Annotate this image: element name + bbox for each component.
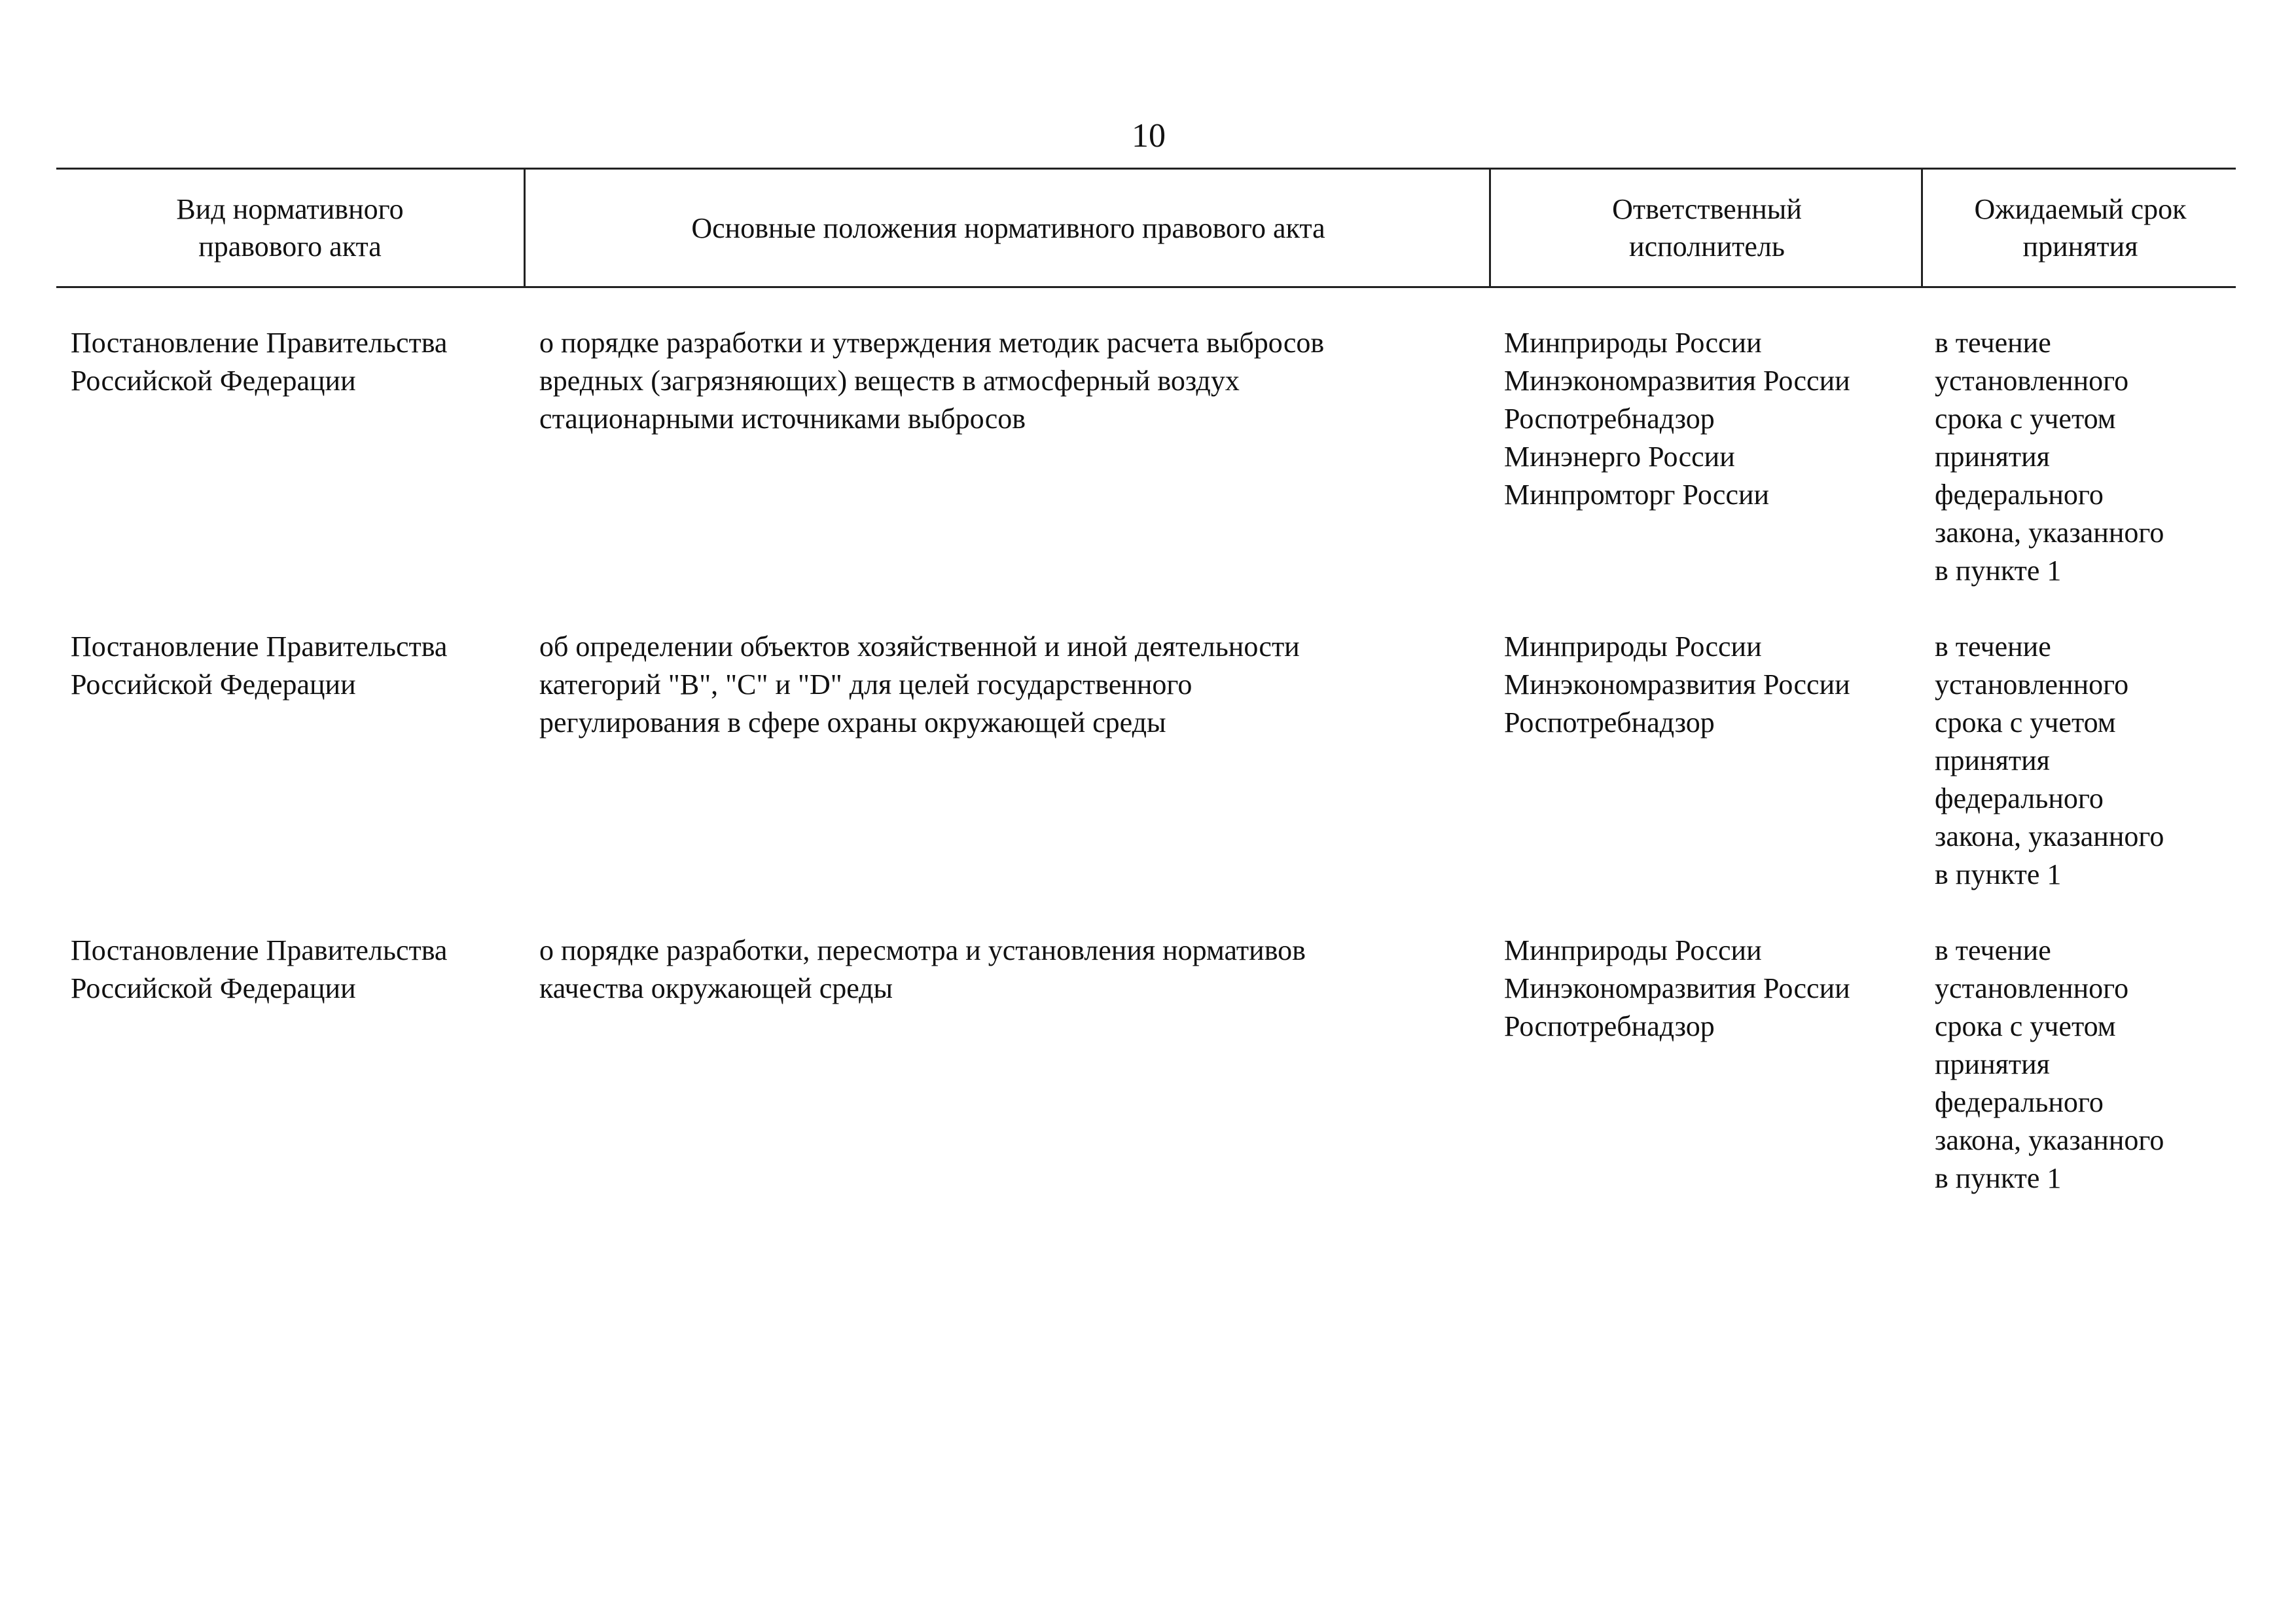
cell-executors: Минприроды России Минэкономразвития России Роспотребнадзор <box>1504 630 1850 739</box>
page-number: 10 <box>1132 117 1166 155</box>
cell-provisions: о порядке разработки, пересмотра и установления нормативов качества окружающей среды <box>539 934 1306 1004</box>
header-deadline: Ожидаемый срок принятия <box>1921 170 2238 286</box>
table-row <box>56 932 2236 1235</box>
cell-act-type: Постановление Правительства Российской Федерации <box>71 327 448 397</box>
cell-act-type: Постановление Правительства Российской Федерации <box>71 630 448 701</box>
table-row <box>56 324 2236 628</box>
header-executor: Ответственный исполнитель <box>1489 170 1923 286</box>
table-row <box>56 628 2236 932</box>
cell-deadline: в течение установленного срока с учетом принятия федерального закона, указанного в пункте 1 <box>1935 327 2164 587</box>
acts-table <box>56 168 2236 1235</box>
cell-executors: Минприроды России Минэкономразвития России Роспотребнадзор <box>1504 934 1850 1042</box>
header-provisions: Основные положения нормативного правового акта <box>524 170 1491 286</box>
table-body <box>56 324 2236 1235</box>
cell-provisions: об определении объектов хозяйственной и иной деятельности категорий "B", "C" и "D" для целей государственного регулирования в сфере охраны окружающей среды <box>539 630 1300 739</box>
cell-deadline: в течение установленного срока с учетом принятия федерального закона, указанного в пункте 1 <box>1935 934 2164 1194</box>
cell-provisions: о порядке разработки и утверждения методик расчета выбросов вредных (загрязняющих) веществ в атмосферный воздух стационарными источниками выбросов <box>539 327 1325 435</box>
cell-executors: Минприроды России Минэкономразвития России Роспотребнадзор Минэнерго России Минпромторг России <box>1504 327 1850 511</box>
header-act-type: Вид нормативного правового акта <box>176 193 404 263</box>
cell-deadline: в течение установленного срока с учетом принятия федерального закона, указанного в пункте 1 <box>1935 630 2164 890</box>
cell-act-type: Постановление Правительства Российской Федерации <box>71 934 448 1004</box>
table-header <box>56 168 2236 288</box>
